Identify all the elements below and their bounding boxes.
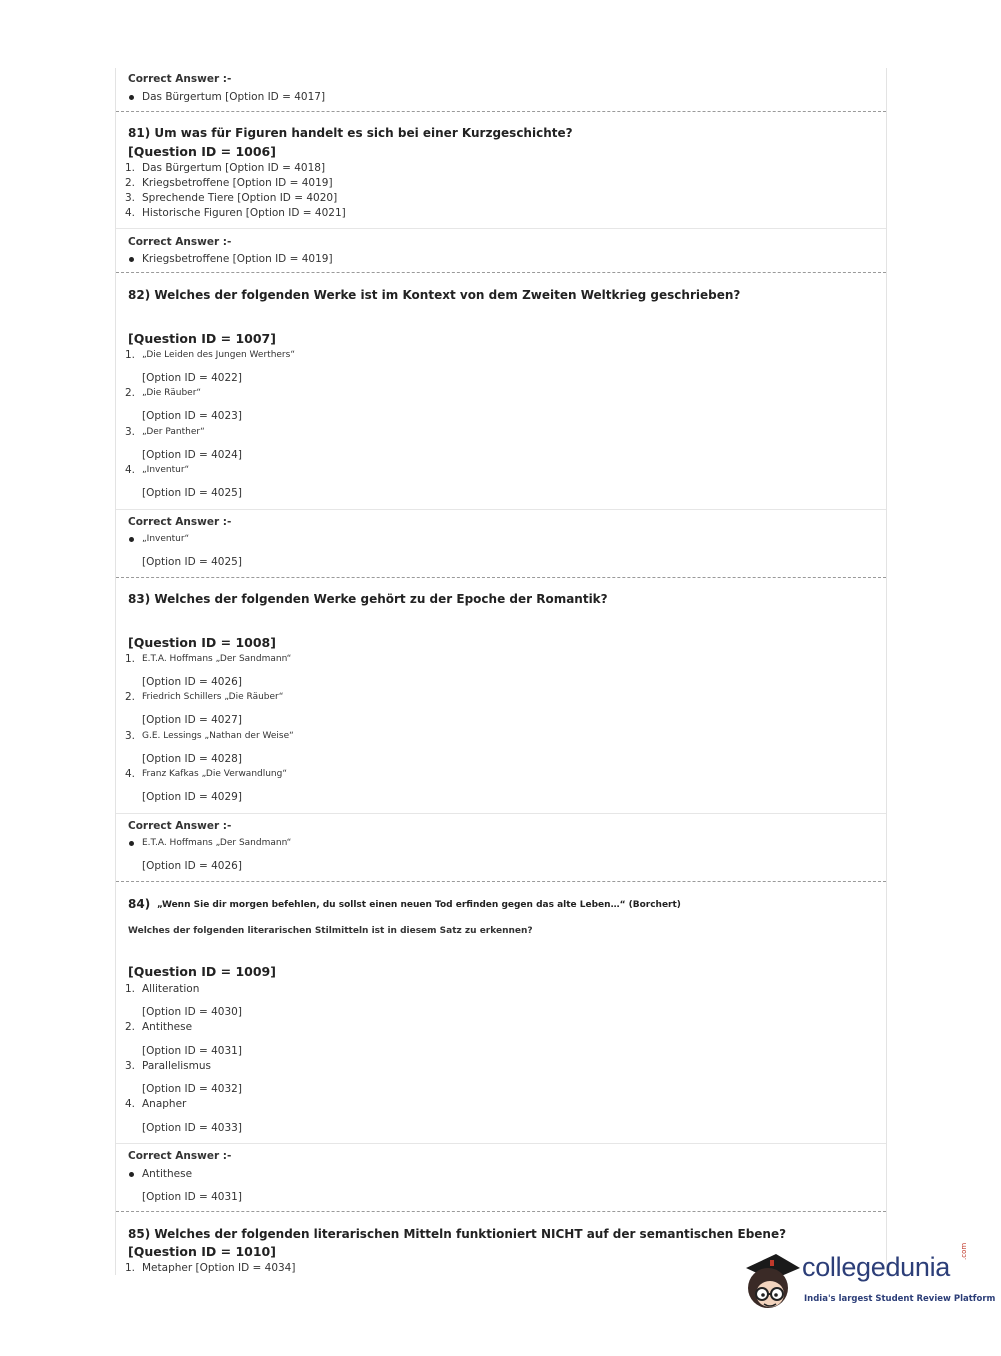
- option-number: 4.: [125, 464, 136, 476]
- question-id: [Question ID = 1008]: [128, 635, 276, 650]
- answer-83: [116, 814, 886, 882]
- question-82: [116, 273, 886, 510]
- question-id: [Question ID = 1009]: [128, 964, 276, 979]
- bullet-icon: [129, 1172, 134, 1177]
- correct-answer-text: Antithese: [142, 1168, 193, 1180]
- bullet-icon: [129, 257, 134, 262]
- option-text: Parallelismus: [142, 1060, 211, 1072]
- answer-82: [116, 510, 886, 578]
- question-81: [116, 112, 886, 229]
- correct-answer-label: Correct Answer :-: [128, 1150, 232, 1162]
- option-id: [Option ID = 4028]: [142, 753, 242, 765]
- question-title: 85) Welches der folgenden literarischen Mitteln funktioniert NICHT auf der semantischen Ebene?: [128, 1227, 787, 1241]
- option-number: 4.: [125, 207, 136, 219]
- option-number: 2.: [125, 1021, 136, 1033]
- question-text: Welches der folgenden literarischen Stilmitteln ist in diesem Satz zu erkennen?: [128, 926, 533, 936]
- option-id: [Option ID = 4022]: [142, 372, 242, 384]
- option-number: 2.: [125, 177, 136, 189]
- mascot-icon: [742, 1250, 802, 1312]
- option-text: Anapher: [142, 1098, 187, 1110]
- question-title: 83) Welches der folgenden Werke gehört zu der Epoche der Romantik?: [128, 592, 608, 606]
- option-text: „Die Räuber“: [142, 388, 202, 398]
- option-id: [Option ID = 4032]: [142, 1083, 242, 1095]
- option-number: 3.: [125, 730, 136, 742]
- exam-page: [115, 68, 887, 1275]
- option-number: 1.: [125, 162, 136, 174]
- option-id: [Option ID = 4026]: [142, 676, 242, 688]
- option-text: E.T.A. Hoffmans „Der Sandmann“: [142, 654, 292, 664]
- option-text: Sprechende Tiere [Option ID = 4020]: [142, 192, 338, 204]
- correct-answer-text: E.T.A. Hoffmans „Der Sandmann“: [142, 838, 292, 848]
- option-number: 3.: [125, 426, 136, 438]
- option-id: [Option ID = 4031]: [142, 1045, 242, 1057]
- logo-wordmark: collegedunia: [802, 1252, 951, 1282]
- correct-answer-label: Correct Answer :-: [128, 820, 232, 832]
- option-number: 4.: [125, 768, 136, 780]
- option-text: G.E. Lessings „Nathan der Weise“: [142, 731, 294, 741]
- correct-answer-label: Correct Answer :-: [128, 73, 232, 85]
- prev-answer-block: [116, 68, 886, 112]
- correct-answer-option-id: [Option ID = 4025]: [142, 556, 242, 568]
- option-text: „Inventur“: [142, 465, 190, 475]
- option-text: Das Bürgertum [Option ID = 4018]: [142, 162, 326, 174]
- option-number: 1.: [125, 1262, 136, 1274]
- option-id: [Option ID = 4033]: [142, 1122, 242, 1134]
- question-id: [Question ID = 1007]: [128, 331, 276, 346]
- option-id: [Option ID = 4029]: [142, 791, 242, 803]
- option-id: [Option ID = 4024]: [142, 449, 242, 461]
- correct-answer-option-id: [Option ID = 4031]: [142, 1191, 242, 1203]
- logo-tagline: India's largest Student Review Platform: [804, 1294, 996, 1304]
- correct-answer-label: Correct Answer :-: [128, 236, 232, 248]
- option-number: 1.: [125, 983, 136, 995]
- option-number: 3.: [125, 1060, 136, 1072]
- question-quote: „Wenn Sie dir morgen befehlen, du sollst einen neuen Tod erfinden gegen das alte Leben…“ (Borchert): [157, 900, 681, 910]
- option-id: [Option ID = 4023]: [142, 410, 242, 422]
- bullet-icon: [129, 537, 134, 542]
- correct-answer-text: Kriegsbetroffene [Option ID = 4019]: [142, 253, 333, 265]
- option-number: 1.: [125, 349, 136, 361]
- option-id: [Option ID = 4027]: [142, 714, 242, 726]
- collegedunia-logo[interactable]: [742, 1242, 996, 1312]
- logo-com: .com: [960, 1242, 968, 1260]
- option-text: Antithese: [142, 1021, 193, 1033]
- correct-answer-option-id: [Option ID = 4026]: [142, 860, 242, 872]
- option-number: 2.: [125, 387, 136, 399]
- option-text: „Der Panther“: [142, 427, 205, 437]
- option-id: [Option ID = 4025]: [142, 487, 242, 499]
- option-text: „Die Leiden des Jungen Werthers“: [142, 350, 295, 360]
- answer-81: [116, 229, 886, 273]
- correct-answer-text: Das Bürgertum [Option ID = 4017]: [142, 91, 326, 103]
- correct-answer-label: Correct Answer :-: [128, 516, 232, 528]
- bullet-icon: [129, 841, 134, 846]
- question-id: [Question ID = 1006]: [128, 144, 276, 159]
- option-number: 3.: [125, 192, 136, 204]
- option-text: Alliteration: [142, 983, 200, 995]
- question-title: 81) Um was für Figuren handelt es sich bei einer Kurzgeschichte?: [128, 126, 573, 140]
- option-text: Friedrich Schillers „Die Räuber“: [142, 692, 284, 702]
- question-id: [Question ID = 1010]: [128, 1244, 276, 1259]
- option-text: Metapher [Option ID = 4034]: [142, 1262, 296, 1274]
- option-number: 1.: [125, 653, 136, 665]
- option-id: [Option ID = 4030]: [142, 1006, 242, 1018]
- question-title: 82) Welches der folgenden Werke ist im Kontext von dem Zweiten Weltkrieg geschrieben?: [128, 288, 741, 302]
- option-number: 4.: [125, 1098, 136, 1110]
- bullet-icon: [129, 95, 134, 100]
- answer-84: [116, 1144, 886, 1212]
- option-text: Historische Figuren [Option ID = 4021]: [142, 207, 346, 219]
- question-83: [116, 578, 886, 814]
- correct-answer-text: „Inventur“: [142, 534, 190, 544]
- option-number: 2.: [125, 691, 136, 703]
- option-text: Franz Kafkas „Die Verwandlung“: [142, 769, 288, 779]
- question-number: 84): [128, 897, 151, 911]
- question-84: [116, 882, 886, 1144]
- option-text: Kriegsbetroffene [Option ID = 4019]: [142, 177, 333, 189]
